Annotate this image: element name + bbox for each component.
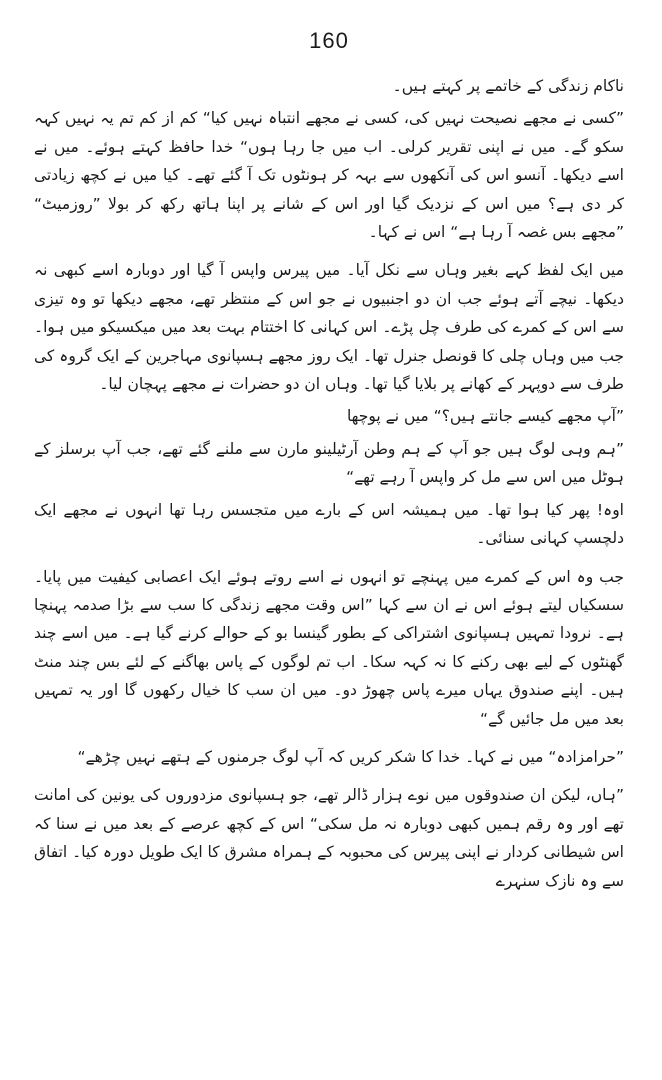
- paragraph: ”ہم وہی لوگ ہیں جو آپ کے ہم وطن آرٹیلینو مارن سے ملنے گئے تھے، جب آپ برسلز کے ہوٹل میں اس سے مل کر واپس آ رہے تھے“: [34, 439, 624, 487]
- paragraph: میں ایک لفظ کہے بغیر وہاں سے نکل آیا۔ میں پیرس واپس آ گیا اور دوبارہ اسے کبھی نہ دیکھا۔ نیچے آتے ہوئے جب ان دو اجنبیوں نے جو اس کے منتظر تھے، مجھے دیکھا تو وہ تیزی سے اس کے کمرے کی طرف چل پڑے۔ اس کہانی کا اختتام بہت بعد میں میکسیکو میں ہوا۔ جب میں وہاں چلی کا قونصل جنرل تھا۔ ایک روز مجھے ہسپانوی مہاجرین کے ایک گروہ کی طرف سے دوپہر کے کھانے پر بلایا گیا تھا۔ وہاں ان دو حضرات نے مجھے پہچان لیا۔: [34, 261, 624, 394]
- paragraph: ”ہاں، لیکن ان صندوقوں میں نوے ہزار ڈالر تھے، جو ہسپانوی مزدوروں کی یونین کی امانت تھے اور وہ رقم ہمیں کبھی دوبارہ نہ مل سکی“ اس کے کچھ عرصے کے بعد میں نے سنا کہ اس شیطانی کردار نے اپنی پیرس کی محبوبہ کے ہمراہ مشرق کا ایک طویل دورہ کیا۔ اتفاق سے وہ نازک سنہرے: [34, 786, 624, 890]
- body-text: [34, 72, 624, 895]
- paragraph: اوہ! پھر کیا ہوا تھا۔ میں ہمیشہ اس کے بارے میں متجسس رہا تھا انہوں نے مجھے ایک دلچسپ کہانی سنائی۔: [34, 500, 624, 548]
- paragraph: ناکام زندگی کے خاتمے پر کہتے ہیں۔: [392, 77, 624, 95]
- page-number: 160: [309, 28, 349, 53]
- paragraph: ”آپ مجھے کیسے جانتے ہیں؟“ میں نے پوچھا: [346, 407, 624, 426]
- paragraph: ”حرامزادہ“ میں نے کہا۔ خدا کا شکر کریں کہ آپ لوگ جرمنوں کے ہتھے نہیں چڑھے“: [77, 747, 624, 766]
- paragraph: ”کسی نے مجھے نصیحت نہیں کی، کسی نے مجھے انتباہ نہیں کیا“ کم از کم تم یہ نہیں کہہ سکو گے۔ میں نے اپنی تقریر کرلی۔ اب میں جا رہا ہوں“ خدا حافظ کہتے ہوئے۔ میں نے اسے دیکھا۔ آنسو اس کی آنکھوں سے بہہ کر ہونٹوں تک آ گئے تھے۔ کیا میں نے کچھ زیادتی کر دی ہے؟ میں اس کے نزدیک گیا اور اس کے شانے پر اپنا ہاتھ رکھ کر بولا ”روزمیٹ“ ”مجھے بس غصہ آ رہا ہے“ اس نے کہا۔: [34, 109, 624, 242]
- paragraph: جب وہ اس کے کمرے میں پہنچے تو انہوں نے اسے روتے ہوئے ایک اعصابی کیفیت میں پایا۔ سسکیاں لیتے ہوئے اس نے ان سے کہا ”اس وقت مجھے زندگی کا سب سے بڑا صدمہ پہنچا ہے۔ نرودا تمہیں ہسپانوی اشتراکی کے بطور گینسا بو کے حوالے کرنے گیا ہے۔ میں اسے چند گھنٹوں کے لیے بھی رکنے کا نہ کہہ سکا۔ اب تم لوگوں کے پاس بھاگنے کے لئے بس چند منٹ ہیں۔ اپنے صندوق یہاں میرے پاس چھوڑ دو۔ میں ان سب کا خیال رکھوں گا اور یہ تمہیں بعد میں مل جائیں گے“: [34, 567, 624, 728]
